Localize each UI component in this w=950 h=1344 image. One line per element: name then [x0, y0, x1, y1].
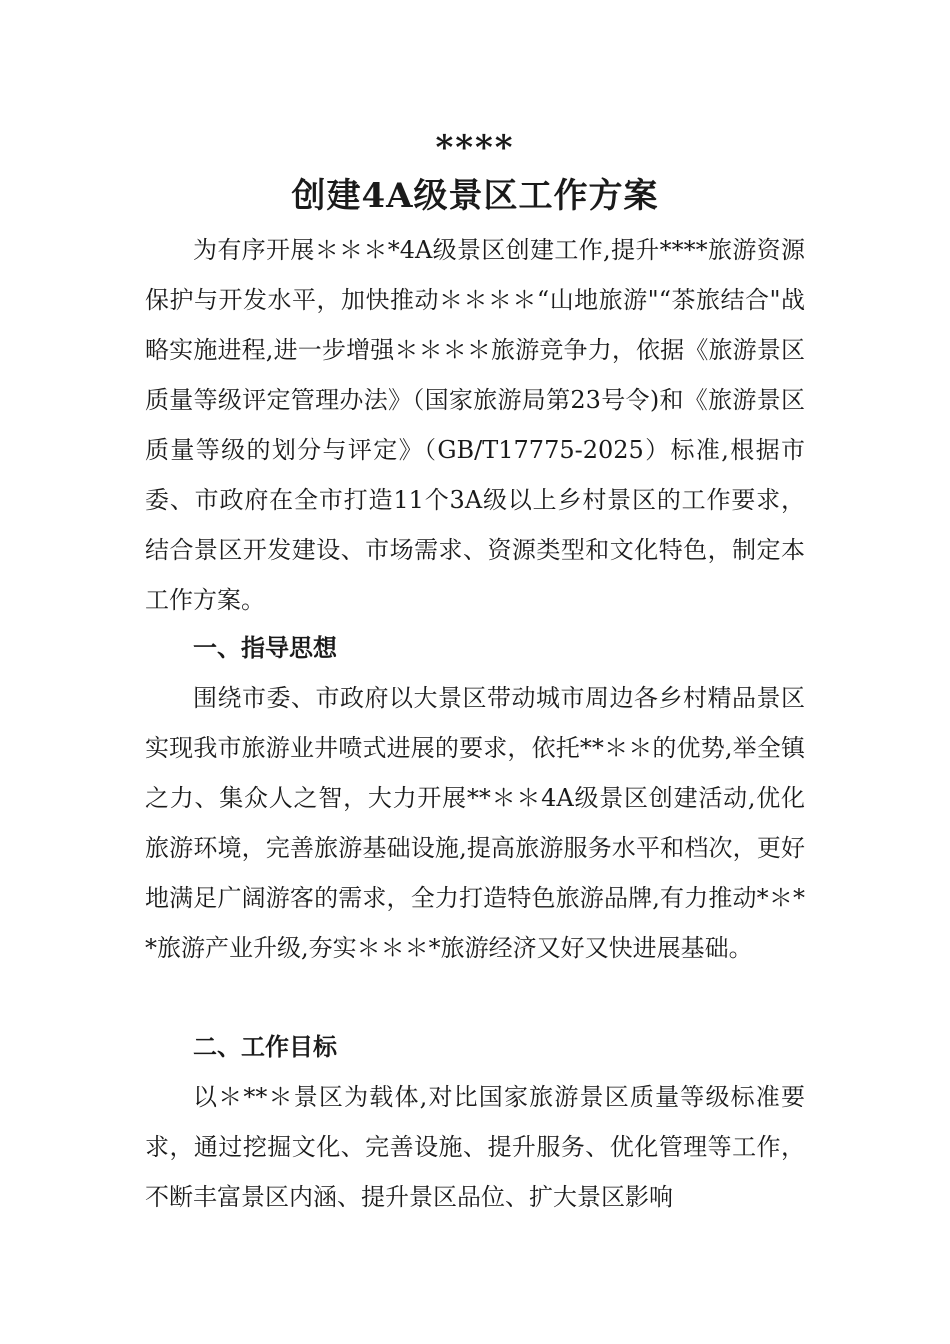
section-heading-work-goals: 二、工作目标 — [193, 1033, 337, 1061]
paragraph-work-goals: 以＊**＊景区为载体,对比国家旅游景区质量等级标准要求，通过挖掘文化、完善设施、提升服务、优化管理等工作，不断丰富景区内涵、提升景区品位、扩大景区影响 — [145, 1083, 805, 1211]
section-heading-guiding-ideology: 一、指导思想 — [193, 634, 337, 662]
document-title: 创建4A级景区工作方案 — [291, 176, 659, 216]
paragraph-intro: 为有序开展＊＊＊*4A级景区创建工作,提升****旅游资源保护与开发水平，加快推动＊＊＊＊“山地旅游"“茶旅结合"战略实施进程,进一步增强＊＊＊＊旅游竞争力，依据《旅游景区质量等级评定管理办法》（国家旅游局第23号令)和《旅游景区质量等级的划分与评定》（GB/T17775-2025）标准,根据市委、市政府在全市打造11个3A级以上乡村景区的工作要求，结合景区开发建设、市场需求、资源类型和文化特色，制定本工作方案。 — [145, 236, 805, 614]
document-title-top: **** — [435, 128, 515, 168]
paragraph-guiding-ideology: 围绕市委、市政府以大景区带动城市周边各乡村精品景区实现我市旅游业井喷式进展的要求，依托**＊＊的优势,举全镇之力、集众人之智，大力开展**＊＊4A级景区创建活动,优化旅游环境，完善旅游基础设施,提高旅游服务水平和档次，更好地满足广阔游客的需求，全力打造特色旅游品牌,有力推动*＊**旅游产业升级,夯实＊＊＊*旅游经济又好又快进展基础。 — [145, 684, 805, 962]
